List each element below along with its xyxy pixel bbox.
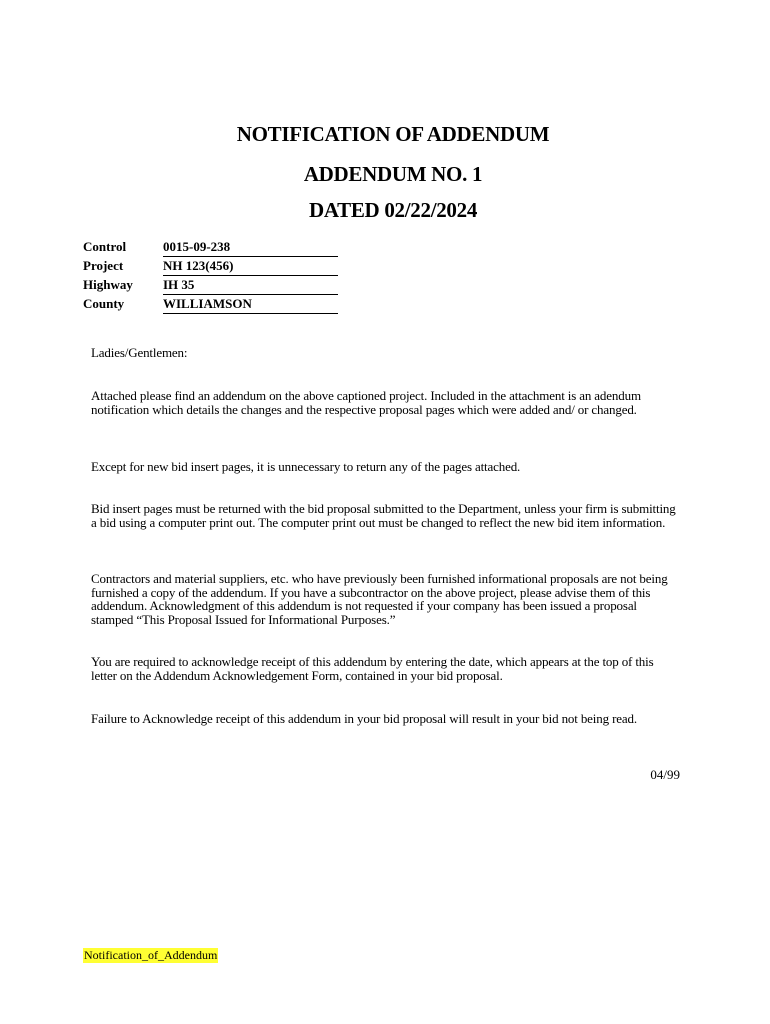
control-label: Control [83, 239, 127, 254]
form-code: 04/99 [650, 767, 680, 782]
project-value: NH 123(456) [163, 258, 338, 276]
paragraph-failure: Failure to Acknowledge receipt of this addendum in your bid proposal will result in your bid not being read. [91, 711, 637, 726]
county-value: WILLIAMSON [163, 296, 338, 314]
highway-value: IH 35 [163, 277, 338, 295]
county-label: County [83, 296, 125, 311]
control-value: 0015-09-238 [163, 239, 338, 257]
paragraph-attachment: Attached please find an addendum on the above captioned project. Included in the attachment is an adendum notification which details the changes and the respective proposal pages which were added and/ or changed. [91, 388, 641, 417]
document-title: NOTIFICATION OF ADDENDUM [236, 122, 550, 146]
paragraph-bid-insert: Bid insert pages must be returned with the bid proposal submitted to the Department, unless your firm is submitting a bid using a computer print out. The computer print out must be changed to reflect the new bid item information. [91, 501, 676, 530]
paragraph-acknowledge: You are required to acknowledge receipt of this addendum by entering the date, which appears at the top of this letter on the Addendum Acknowledgement Form, contained in your bid proposal. [91, 654, 654, 683]
addendum-number: ADDENDUM NO. 1 [303, 162, 483, 186]
project-label: Project [83, 258, 124, 273]
salutation: Ladies/Gentlemen: [91, 345, 188, 360]
paragraph-return-pages: Except for new bid insert pages, it is unnecessary to return any of the pages attached. [91, 459, 521, 474]
footer-filename: Notification_of_Addendum [84, 948, 218, 962]
paragraph-contractors: Contractors and material suppliers, etc. who have previously been furnished informational proposals are not being furnished a copy of the addendum. If you have a subcontractor on the above project, please advise them of this addendum. Acknowledgment of this addendum is not requested if your company has been issued a proposal stamped “This Proposal Issued for Informational Purposes.” [91, 571, 668, 627]
highway-label: Highway [83, 277, 133, 292]
addendum-date: DATED 02/22/2024 [308, 198, 478, 222]
